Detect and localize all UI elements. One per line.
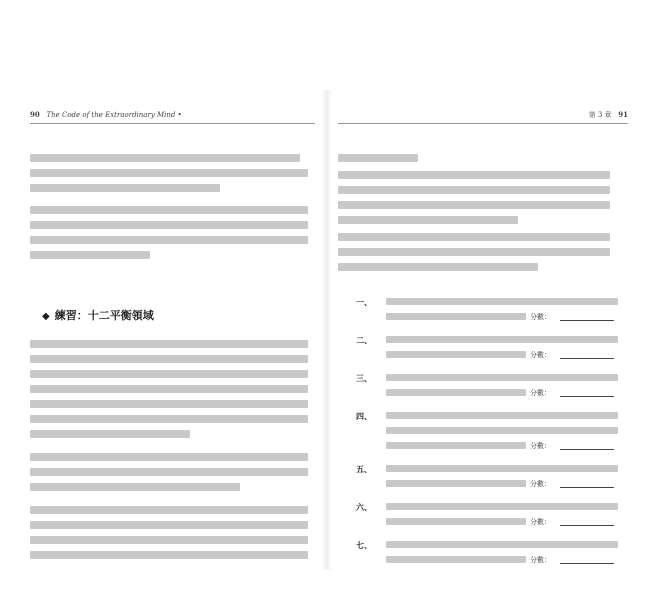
score-label: 分數： (530, 480, 551, 488)
text-line (30, 400, 308, 408)
item-number: 二、 (356, 335, 372, 345)
text-line (30, 206, 308, 214)
text-line (338, 233, 610, 241)
exercise-heading (42, 307, 154, 323)
text-line (30, 154, 300, 162)
score-blank (560, 487, 614, 488)
item-line (386, 541, 618, 548)
item-line (386, 465, 618, 472)
item-number: 一、 (356, 297, 372, 307)
right-page-number: 91 (618, 110, 628, 119)
item-line (386, 503, 618, 510)
score-label: 分數： (530, 556, 551, 564)
item-number: 七、 (356, 540, 372, 550)
text-line (338, 263, 538, 271)
text-line (30, 340, 308, 348)
score-label: 分數： (530, 442, 551, 450)
item-line (386, 298, 618, 305)
item-line (386, 480, 526, 487)
text-line (30, 468, 308, 476)
text-line (30, 521, 308, 529)
score-blank (560, 358, 614, 359)
score-blank (560, 320, 614, 321)
item-line (386, 389, 526, 396)
score-blank (560, 396, 614, 397)
item-line (386, 374, 618, 381)
item-line (386, 313, 526, 320)
text-line (30, 385, 308, 393)
item-line (386, 351, 526, 358)
score-label: 分數： (530, 389, 551, 397)
text-line (30, 221, 308, 229)
text-line (338, 201, 610, 209)
left-page (30, 96, 315, 566)
text-line (30, 453, 308, 461)
text-line (30, 370, 308, 378)
item-line (386, 556, 526, 563)
score-blank (560, 449, 614, 450)
text-line (30, 506, 308, 514)
left-book-title: The Code of the Extraordinary Mind • (46, 111, 182, 119)
text-line (30, 355, 308, 363)
text-line (338, 186, 610, 194)
text-line (30, 169, 308, 177)
item-number: 三、 (356, 373, 372, 383)
text-line (30, 415, 308, 423)
text-line (30, 483, 240, 491)
text-line (338, 216, 518, 224)
exercise-heading-text: 練習：十二平衡領域 (54, 309, 154, 322)
score-blank (560, 563, 614, 564)
text-line (338, 171, 610, 179)
text-line (30, 551, 308, 559)
item-number: 五、 (356, 464, 372, 474)
item-line (386, 518, 526, 525)
spine-shadow (322, 90, 332, 570)
score-label: 分數： (530, 351, 551, 359)
text-line (30, 184, 220, 192)
left-page-number: 90 (30, 110, 40, 119)
item-line (386, 336, 618, 343)
text-line (30, 251, 150, 259)
item-line (386, 412, 618, 419)
right-page (338, 96, 628, 566)
item-number: 六、 (356, 502, 372, 512)
text-line (338, 154, 418, 162)
right-chapter-label: 第 3 章 (588, 111, 612, 119)
text-line (30, 236, 308, 244)
score-label: 分數： (530, 518, 551, 526)
score-blank (560, 525, 614, 526)
diamond-icon: ◆ (42, 311, 50, 322)
score-label: 分數： (530, 313, 551, 321)
text-line (30, 536, 308, 544)
text-line (30, 430, 190, 438)
item-line (386, 442, 526, 449)
item-line (386, 427, 618, 434)
text-line (338, 248, 610, 256)
item-number: 四、 (356, 411, 372, 421)
